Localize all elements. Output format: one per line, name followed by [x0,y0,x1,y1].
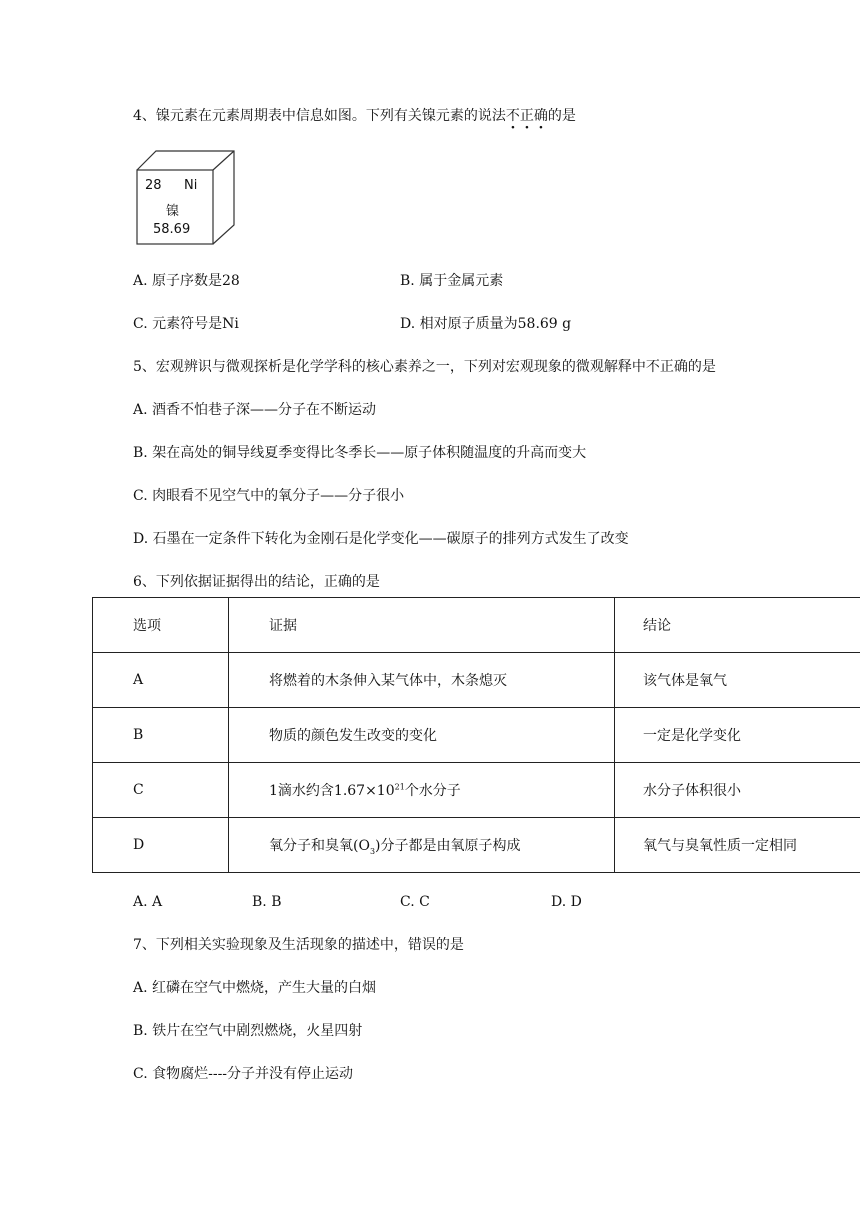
atomic-mass: 58.69 [153,222,191,237]
q5-option-d: D. 石墨在一定条件下转化为金刚石是化学变化——碳原子的排列方式发生了改变 [133,531,629,547]
exponent: 21 [394,782,405,792]
element-name: 镍 [166,204,180,219]
row-evidence: 1滴水约含$1.67\times 10^{21}$个水分子 [229,763,615,818]
q5-option-b: B. 架在高处的铜导线夏季变得比冬季长——原子体积随温度的升高而变大 [133,445,587,461]
q6-option-d: D. D [551,894,582,910]
row-conclusion: 该气体是氧气 [615,653,860,708]
q6-option-a: A. A [133,894,163,910]
q4-option-d: D. 相对原子质量为58.69 g [400,316,572,332]
q7-option-b: B. 铁片在空气中剧烈燃烧，火星四射 [133,1023,363,1039]
table-header-row [93,598,860,653]
table-row [93,763,860,818]
header-evidence: 证据 [229,598,615,653]
header-conclusion: 结论 [615,598,860,653]
emphasis-char: 不 [505,108,520,124]
header-option: 选项 [93,598,229,653]
q6-option-c: C. C [400,894,430,910]
q5-option-c: C. 肉眼看不见空气中的氧分子——分子很小 [133,488,405,504]
row-option: D [93,818,229,873]
q7-option-a: A. 红磷在空气中燃烧，产生大量的白烟 [133,980,377,996]
row-evidence: 氧分子和臭氧$(O_3)$分子都是由氧原子构成 [229,818,615,873]
q7-stem: 7、下列相关实验现象及生活现象的描述中，错误的是 [133,937,464,953]
table-row [93,818,860,873]
q4-stem: 4、镍元素在元素周期表中信息如图。下列有关镍元素的说法不正确的是 [133,108,576,124]
row-option: A [93,653,229,708]
table-row [93,708,860,763]
row-option: C [93,763,229,818]
atomic-number: 28 [145,178,162,193]
row-conclusion: 水分子体积很小 [615,763,860,818]
element-symbol: Ni [184,178,198,193]
row-option: B [93,708,229,763]
row-conclusion: 氧气与臭氧性质一定相同 [615,818,860,873]
q4-option-c: C. 元素符号是Ni [133,316,239,332]
table-row [93,653,860,708]
emphasis-char: 正 [519,108,534,124]
subscript: 3 [369,846,376,856]
emphasis-char: 确 [533,108,548,124]
q5-stem: 5、宏观辨识与微观探析是化学学科的核心素养之一，下列对宏观现象的微观解释中不正确的是 [133,359,716,375]
q6-option-b: B. B [252,894,282,910]
q5-option-a: A. 酒香不怕巷子深——分子在不断运动 [133,402,377,418]
q4-option-a: A. 原子序数是28 [133,273,240,289]
q4-option-b: B. 属于金属元素 [400,273,504,289]
evidence-table [92,597,860,873]
q7-option-c: C. 食物腐烂----分子并没有停止运动 [133,1066,354,1082]
row-conclusion: 一定是化学变化 [615,708,860,763]
row-evidence: 将燃着的木条伸入某气体中，木条熄灭 [229,653,615,708]
row-evidence: 物质的颜色发生改变的变化 [229,708,615,763]
nickel-element-card [136,150,236,246]
q6-stem: 6、下列依据证据得出的结论，正确的是 [133,574,380,590]
